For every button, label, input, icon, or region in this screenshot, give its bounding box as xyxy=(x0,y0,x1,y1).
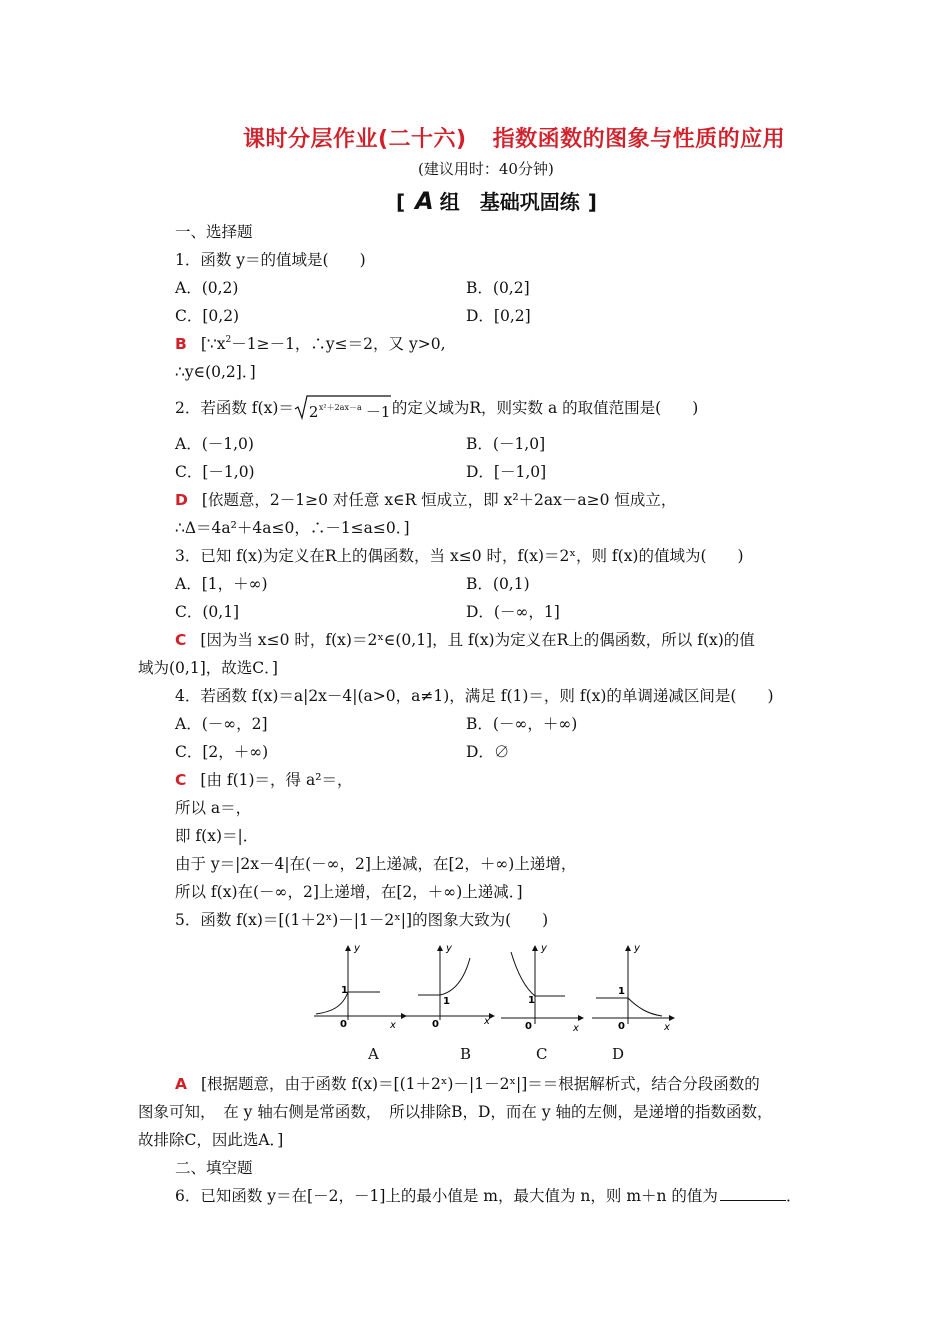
q4-sol1: [由 f(1)＝，得 a²＝， xyxy=(200,771,353,789)
q1-sol-part-a: [∵x xyxy=(200,335,226,353)
graph-c-x-label: x xyxy=(573,1023,579,1033)
graph-d-x-label: x xyxy=(664,1022,670,1033)
q4-solution-line4: 由于 y＝|2x－4|在(－∞，2]上递减，在[2，＋∞)上递增， xyxy=(175,855,577,873)
q2-option-a: A．(－1,0) xyxy=(175,435,254,453)
q5-solution-line2: 图象可知， 在 y 轴右侧是常函数， 所以排除B，D，而在 y 轴的左侧，是递增的指数函数， xyxy=(138,1103,773,1121)
graph-b-y-label: y xyxy=(446,943,452,954)
graph-option-b xyxy=(402,938,502,1033)
q5-solution-line3: 故排除C，因此选A．] xyxy=(138,1131,284,1149)
q2-stem-b: 的定义域为R，则实数 a 的取值范围是( ) xyxy=(391,399,699,417)
section-heading-fill: 二、填空题 xyxy=(175,1159,253,1177)
q1-sol-part-b: －1≥－1，∴y≤＝2，又 y>0, xyxy=(231,335,446,353)
graph-option-c xyxy=(497,938,597,1033)
q2-stem xyxy=(175,398,698,419)
q6-stem-text: 6．已知函数 y＝在[－2，－1]上的最小值是 m，最大值为 n，则 m＋n 的值为 xyxy=(175,1187,718,1205)
graph-a-x-label: x xyxy=(390,1020,396,1031)
q2-solution-line1 xyxy=(175,490,676,510)
q1-stem: 1．函数 y＝的值域是( ) xyxy=(175,251,366,269)
q2-solution-line2: ∴Δ＝4a²＋4a≤0，∴－1≤a≤0．] xyxy=(175,519,410,537)
q2-option-b: B．(－1,0] xyxy=(466,435,546,453)
q2-option-c: C．[－1,0) xyxy=(175,463,255,481)
q1-option-b: B．(0,2] xyxy=(466,279,530,297)
graph-c-y-label: y xyxy=(541,943,547,954)
q2-option-d: D．[－1,0] xyxy=(466,463,547,481)
graph-a-one: 1 xyxy=(341,985,348,996)
graph-option-d xyxy=(590,938,690,1033)
title-part1: 课时分层作业(二十六) xyxy=(243,127,467,152)
title-part2: 指数函数的图象与性质的应用 xyxy=(492,127,786,152)
group-heading xyxy=(396,186,597,215)
q5-stem: 5．函数 f(x)＝[(1＋2ˣ)－|1－2ˣ|]的图象大致为( ) xyxy=(175,911,549,929)
q5-solution-line1 xyxy=(175,1074,760,1094)
q4-solution-line1 xyxy=(175,770,352,790)
q3-option-c: C．(0,1] xyxy=(175,603,240,621)
q3-sol1: [因为当 x≤0 时，f(x)＝2ˣ∈(0,1]，且 f(x)为定义在R上的偶函数，所以 f(x)的值 xyxy=(200,631,755,649)
page-title xyxy=(243,122,785,153)
section-heading-choice: 一、选择题 xyxy=(175,223,253,241)
graph-b-x-label: x xyxy=(484,1016,490,1027)
graph-d-origin: 0 xyxy=(618,1021,625,1032)
time-note: (建议用时：40分钟) xyxy=(418,160,554,178)
q2-sol1: [依题意，2－1≥0 对任意 x∈R 恒成立，即 x²＋2ax－a≥0 恒成立， xyxy=(201,491,677,509)
graph-label-d: D xyxy=(612,1045,625,1063)
q3-option-a: A．[1，＋∞) xyxy=(175,575,268,593)
q1-solution-line1: B [$\because x^2-1\ge-1$，∴y≤＝2，又 y>0, xyxy=(175,335,446,353)
q4-stem: 4．若函数 f(x)＝a|2x－4|(a>0，a≠1)，满足 f(1)＝，则 f(x)的单调递减区间是( ) xyxy=(175,687,774,705)
q6-stem xyxy=(175,1186,801,1206)
q2-answer: D xyxy=(175,491,188,509)
graph-c-one: 1 xyxy=(528,995,535,1006)
q5-sol1: [根据题意，由于函数 f(x)＝[(1＋2ˣ)－|1－2ˣ|]＝＝根据解析式，结合分段函数的 xyxy=(201,1075,760,1093)
q3-solution-line1 xyxy=(175,630,755,650)
graph-d-y-label: y xyxy=(634,943,640,954)
q4-option-d: D．∅ xyxy=(466,743,510,761)
graph-label-c: C xyxy=(536,1045,548,1063)
q4-option-a: A．(－∞，2] xyxy=(175,715,268,733)
q4-answer: C xyxy=(175,771,187,789)
graph-label-b: B xyxy=(460,1045,472,1063)
q6-answer-blank[interactable] xyxy=(720,1186,786,1201)
q4-solution-line5: 所以 f(x)在(－∞，2]上递增，在[2，＋∞)上递减．] xyxy=(175,883,523,901)
group-letter: A xyxy=(415,187,434,215)
bracket-left: [ xyxy=(396,190,406,214)
q1-option-d: D．[0,2] xyxy=(466,307,531,325)
graph-label-a: A xyxy=(368,1045,379,1063)
q1-option-a: A．(0,2) xyxy=(175,279,239,297)
graph-a-y-label: y xyxy=(354,943,360,954)
q3-option-b: B．(0,1) xyxy=(466,575,530,593)
q4-solution-line3: 即 f(x)＝|． xyxy=(175,827,259,845)
graph-option-a xyxy=(310,938,410,1033)
graph-d-one: 1 xyxy=(618,986,625,997)
q2-rad-exp: x²＋2ax－a xyxy=(318,403,362,412)
q4-option-c: C．[2，＋∞) xyxy=(175,743,269,761)
graph-b-one: 1 xyxy=(443,996,450,1007)
q3-option-d: D．(－∞，1] xyxy=(466,603,560,621)
q4-option-b: B．(－∞，＋∞) xyxy=(466,715,578,733)
q1-option-c: C．[0,2) xyxy=(175,307,240,325)
sqrt-expression: 2 x²＋2ax－a －1 xyxy=(294,399,392,419)
q1-answer: B xyxy=(175,335,187,353)
bracket-right: ] xyxy=(587,190,597,214)
q4-solution-line2: 所以 a＝， xyxy=(175,799,252,817)
q6-end: ． xyxy=(785,1187,802,1205)
graph-c-origin: 0 xyxy=(525,1021,532,1032)
q5-answer: A xyxy=(175,1075,187,1093)
graph-b-origin: 0 xyxy=(432,1019,439,1030)
q1-solution-line2: ∴y∈(0,2]．] xyxy=(175,363,256,381)
q3-answer: C xyxy=(175,631,187,649)
q3-solution-line2: 域为(0,1]，故选C．] xyxy=(138,659,278,677)
group-label: 组 基础巩固练 xyxy=(439,190,580,214)
graph-a-origin: 0 xyxy=(340,1019,347,1030)
q2-rad-tail: －1 xyxy=(365,403,391,421)
q3-stem: 3．已知 f(x)为定义在R上的偶函数，当 x≤0 时，f(x)＝2ˣ，则 f(x)的值域为( ) xyxy=(175,547,744,565)
q2-stem-a: 2．若函数 f(x)＝ xyxy=(175,399,294,417)
